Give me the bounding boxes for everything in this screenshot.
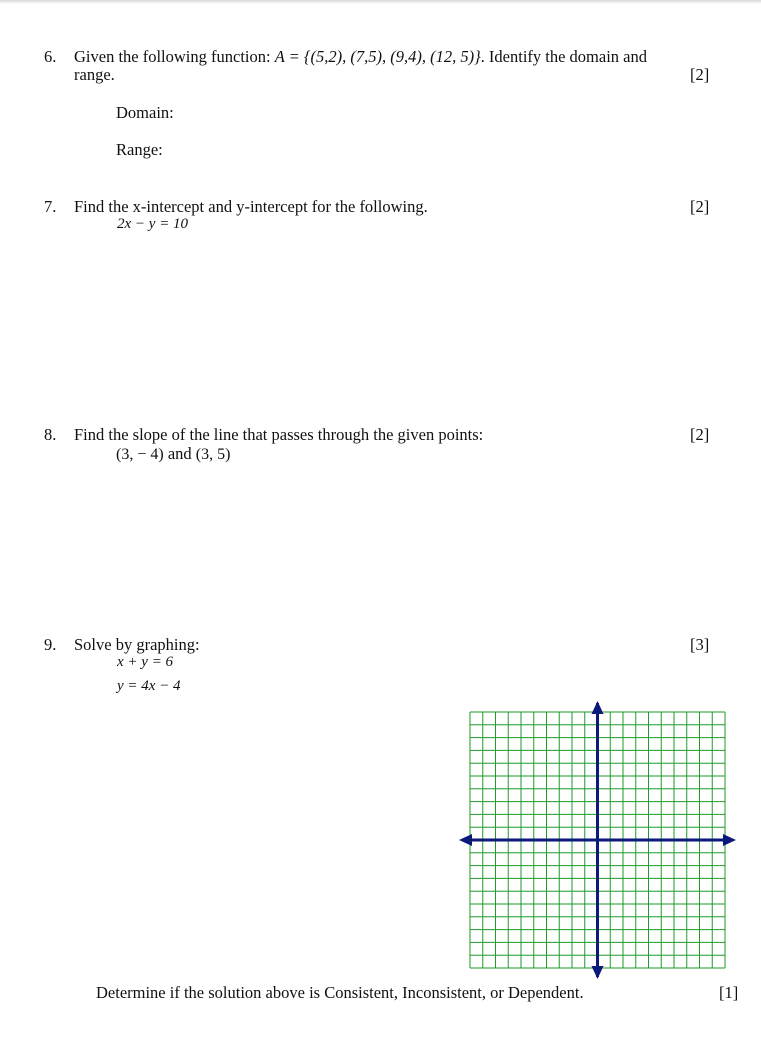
q8-point2: (3, 5) bbox=[195, 446, 231, 463]
q6-prompt-pre: Given the following function: bbox=[74, 47, 275, 66]
q9-number: 9. bbox=[44, 635, 57, 654]
q9-final-prompt: Determine if the solution above is Consistent, Inconsistent, or Dependent. bbox=[96, 983, 584, 1002]
q9-marks: [3] bbox=[690, 635, 710, 654]
q6-marks: [2] bbox=[690, 65, 710, 84]
q9-equation-1: x + y = 6 bbox=[117, 654, 174, 670]
q8-prompt: Find the slope of the line that passes through the given points: bbox=[74, 425, 484, 444]
q7-equation: 2x − y = 10 bbox=[117, 216, 189, 232]
x-axis-arrow-right-icon bbox=[723, 834, 736, 846]
q6-range-label: Range: bbox=[116, 140, 163, 159]
q7-prompt: Find the x-intercept and y-intercept for the following. bbox=[74, 197, 428, 216]
q6-domain-label: Domain: bbox=[116, 103, 174, 122]
q8-and: and bbox=[167, 444, 192, 463]
y-axis-arrow-up-icon bbox=[592, 701, 604, 714]
y-axis-arrow-down-icon bbox=[592, 966, 604, 979]
x-axis-arrow-left-icon bbox=[459, 834, 472, 846]
q6-prompt-line2: range. bbox=[74, 65, 115, 84]
q7-marks: [2] bbox=[690, 197, 710, 216]
q6-number: 6. bbox=[44, 47, 57, 66]
q7-number: 7. bbox=[44, 197, 57, 216]
q6-prompt-post: . Identify the domain and bbox=[480, 47, 648, 66]
q8-marks: [2] bbox=[690, 425, 710, 444]
q9-prompt: Solve by graphing: bbox=[74, 635, 200, 654]
q9-final-marks: [1] bbox=[719, 983, 739, 1002]
q8-number: 8. bbox=[44, 425, 57, 444]
q6-function-set: A = {(5,2), (7,5), (9,4), (12, 5)} bbox=[274, 47, 481, 66]
q9-equation-2: y = 4x − 4 bbox=[117, 678, 181, 694]
q8-point1: (3, − 4) bbox=[116, 446, 164, 463]
